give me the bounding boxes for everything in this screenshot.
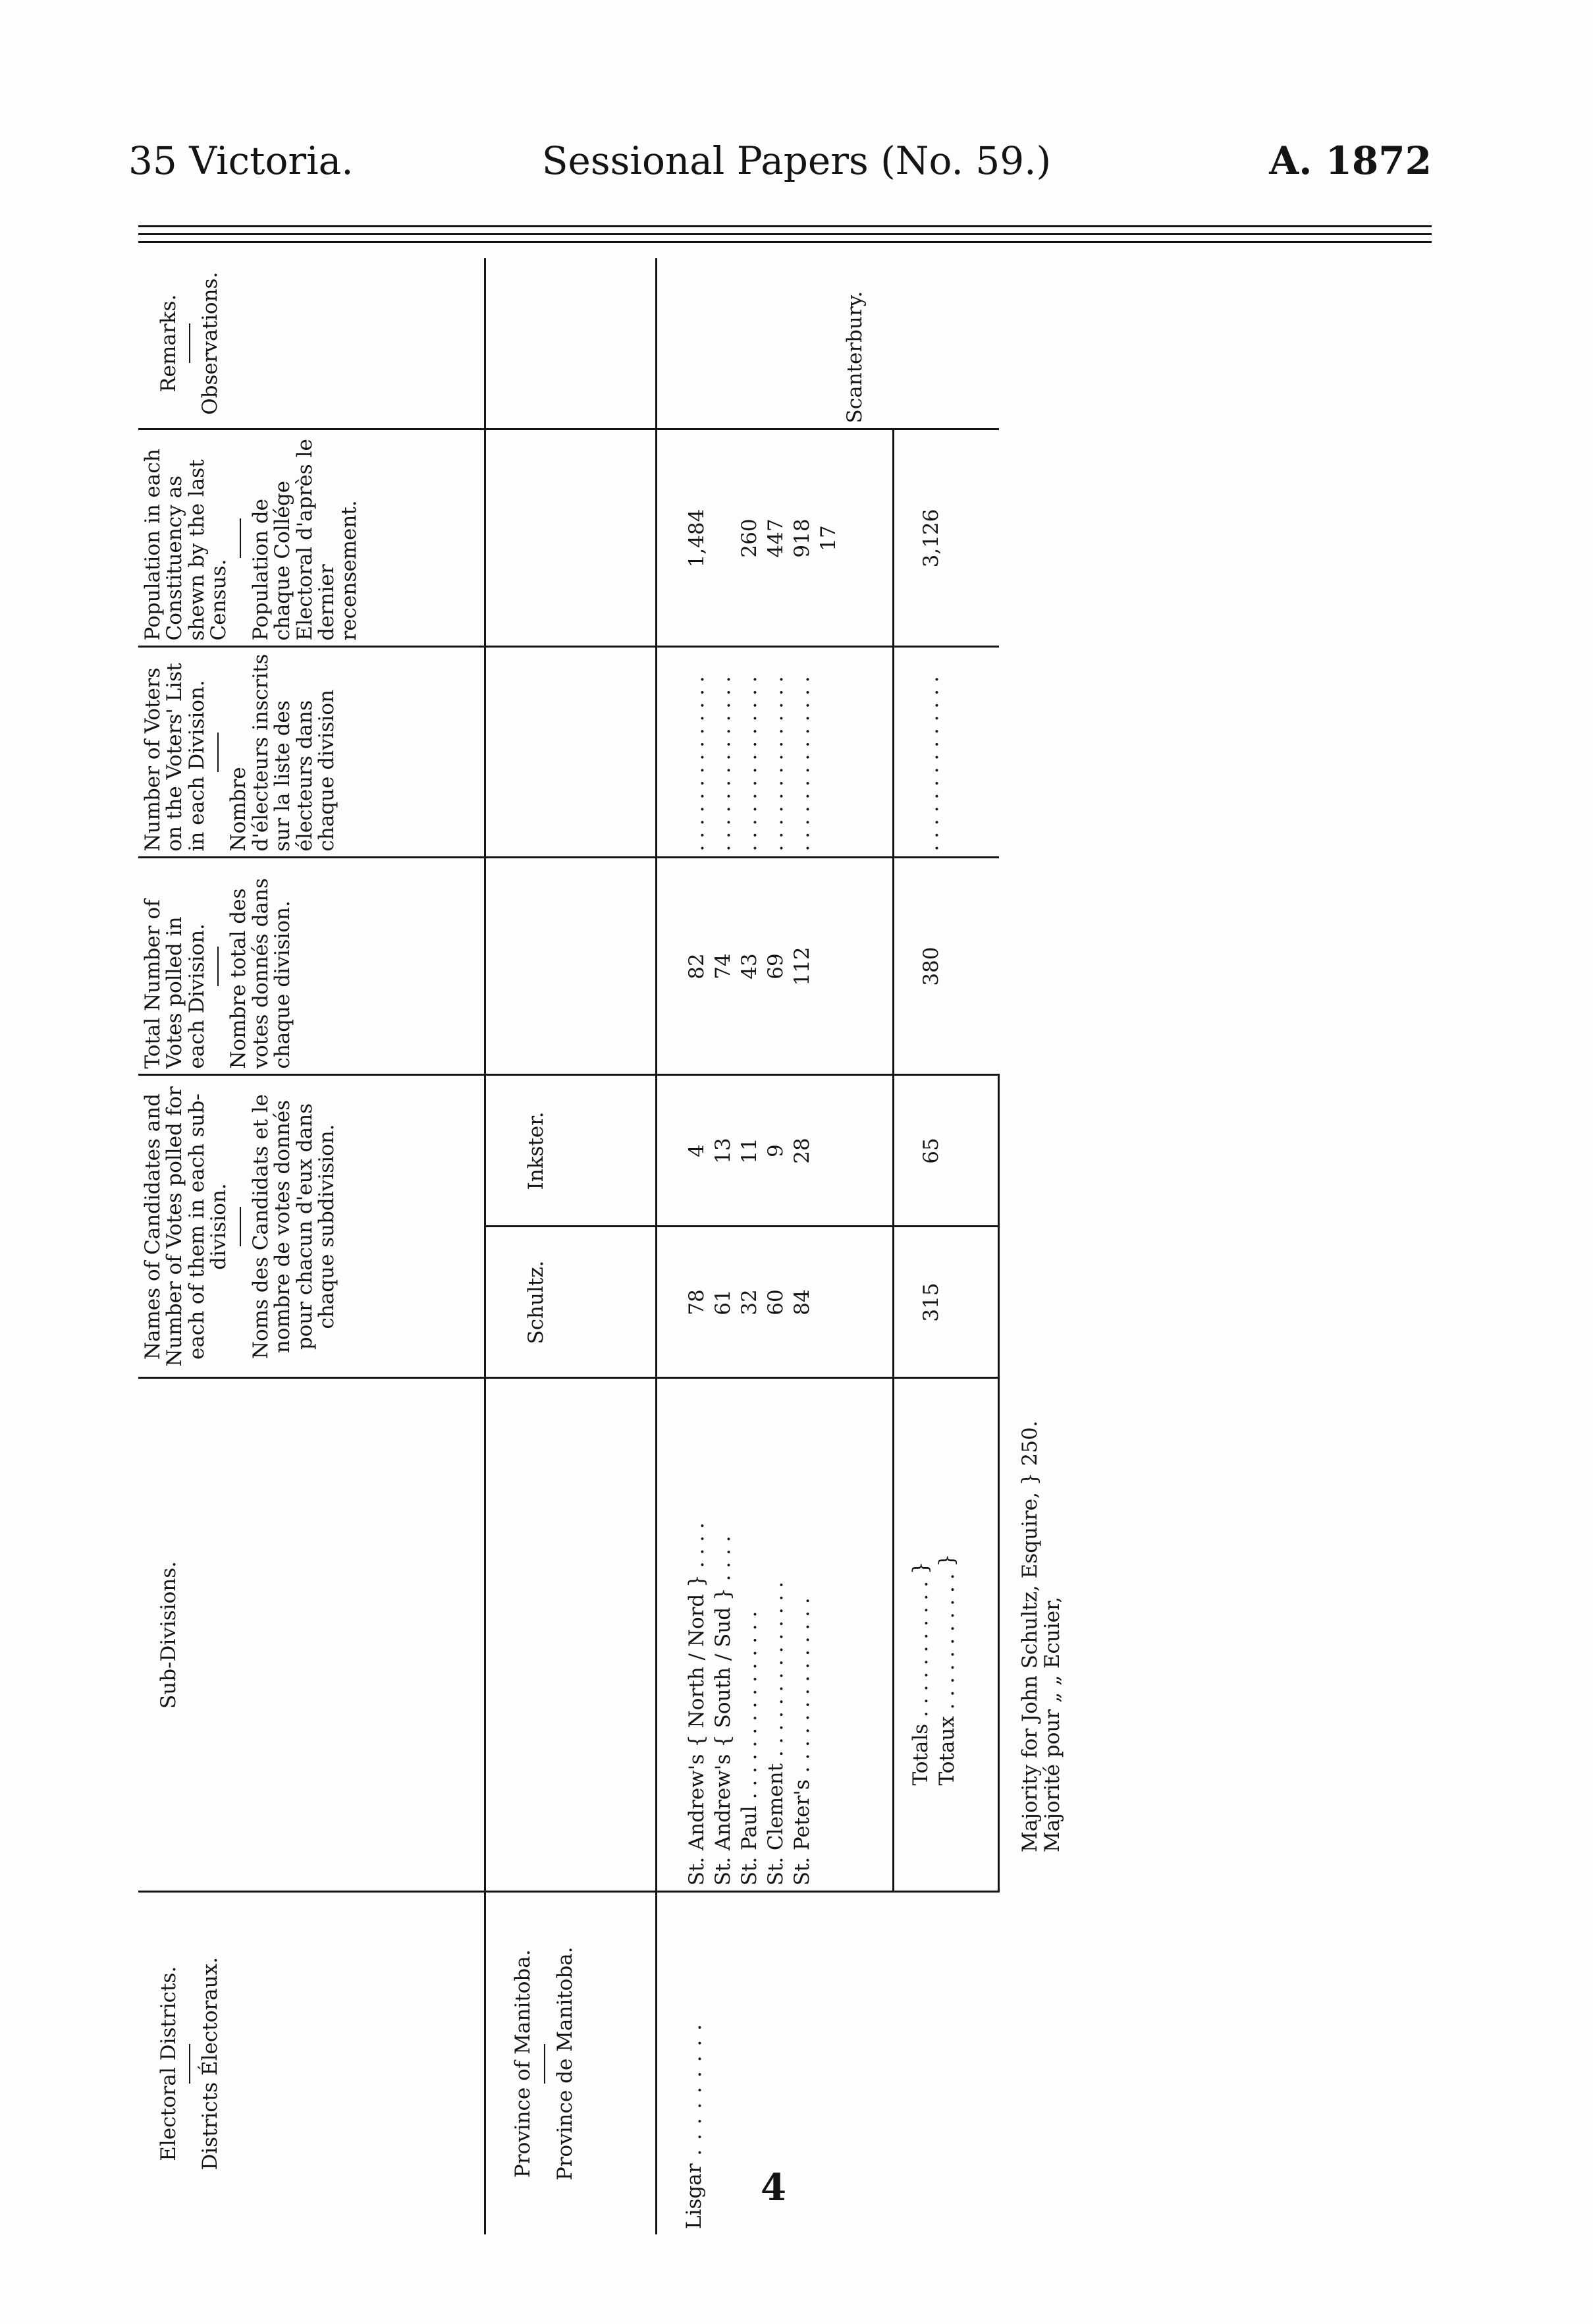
divider (240, 1207, 241, 1246)
totals-voters: . . . . . . . . . . . . . . (894, 647, 999, 858)
st-andrews-population: 1,484 (685, 509, 709, 568)
divider (544, 2044, 545, 2084)
remarks-en: Remarks. (157, 294, 180, 393)
totals-en: Totals (909, 1723, 933, 1786)
majority-cell (999, 1075, 1100, 1892)
population-value: 17 (817, 525, 841, 551)
schultz-vote: 32 (738, 1289, 762, 1315)
header-row (138, 258, 485, 2234)
majority-row (999, 258, 1100, 2234)
leader-dots: . . . . . . . . . (682, 2023, 707, 2164)
brace-en: North (685, 1667, 709, 1729)
header-center: Sessional Papers (No. 59.) (541, 138, 1052, 183)
majority-fr: Majorité pour „ „ Ecuier, (1040, 1596, 1064, 1852)
inkster-vote: 13 (711, 1138, 736, 1164)
sub-division-row: St. Clement . . . . . . . . . . . . . . (764, 1582, 788, 1886)
schultz-vote: 78 (685, 1289, 709, 1315)
schultz-vote: 60 (764, 1289, 788, 1315)
divider (240, 518, 241, 558)
total-vote: 43 (738, 953, 762, 980)
voters-dots: . . . . . . . . . . . . . . (685, 676, 709, 852)
voters-values (657, 647, 894, 858)
sub-division-row: St. Paul . . . . . . . . . . . . . . . (738, 1611, 762, 1886)
population-blank (710, 436, 736, 641)
col-sub-divisions (138, 1378, 485, 1892)
totals-inkster: 65 (894, 1075, 999, 1227)
blank-cell (894, 258, 999, 429)
brace-en: South (711, 1667, 736, 1729)
electoral-districts-en: Electoral Districts. (157, 1966, 180, 2161)
inkster-vote: 11 (738, 1138, 762, 1164)
col-electoral-districts (138, 1892, 485, 2234)
remark-text: Scanterbury. (843, 290, 867, 424)
candidate-inkster-name: Inkster. (485, 1075, 657, 1227)
totals-schultz: 315 (894, 1227, 999, 1378)
blank-cell (894, 1892, 999, 2234)
blank-cell (485, 258, 657, 429)
total-votes-en: Total Number of Votes polled in each Division. (141, 899, 209, 1069)
remarks-values (657, 258, 894, 429)
brace-fr: Sud (711, 1607, 736, 1647)
header-left: 35 Victoria. (128, 138, 354, 183)
col-remarks (138, 258, 485, 429)
sub-division-name: St. Peter's (790, 1779, 815, 1886)
col-voters (138, 647, 485, 858)
population-en: Population in each Constituency as shewn by the last Census. (141, 449, 231, 641)
sub-division-row: St. Peter's . . . . . . . . . . . . . . (790, 1597, 815, 1886)
divider (189, 2044, 190, 2084)
brace-fr: Nord (685, 1593, 709, 1647)
blank-cell (485, 1378, 657, 1892)
district-name: Lisgar (682, 2163, 707, 2229)
voters-dots: . . . . . . . . . . . . . . (711, 676, 736, 852)
inkster-vote: 4 (685, 1144, 709, 1157)
province-fr: Province de Manitoba. (553, 1947, 577, 2181)
header-rule-3 (138, 241, 1432, 243)
electoral-districts-fr: Districts Électoraux. (198, 1957, 223, 2171)
col-total-votes (138, 858, 485, 1075)
blank-cell (485, 429, 657, 647)
sub-division-name: St. Paul (738, 1806, 762, 1886)
blank-cell (485, 858, 657, 1075)
majority-line-1: Majority for John Schultz, Esquire, } 250. (1018, 1420, 1042, 1852)
header-rule-2 (138, 233, 1432, 235)
inkster-votes (657, 1075, 894, 1227)
voters-dots: . . . . . . . . . . . . . . (764, 676, 788, 852)
population-value: 918 (790, 518, 815, 558)
population-value: 260 (738, 518, 762, 558)
subheader-row (485, 258, 657, 2234)
blank-cell (999, 1892, 1100, 2234)
divider (217, 733, 219, 772)
schultz-vote: 61 (711, 1289, 736, 1315)
col-candidates (138, 1075, 485, 1378)
candidates-fr: Noms des Candidats et le nombre de votes donnés pour chacun d'eux dans chaque subdivision. (248, 1093, 339, 1360)
voters-en: Number of Voters on the Voters' List in each Division. (141, 663, 209, 852)
sub-division-name: St. Andrew's (711, 1754, 736, 1886)
sub-division-row: St. Andrew's { South / Sud } . . . . (711, 1536, 736, 1886)
header-rule-1 (138, 225, 1432, 227)
population-value: 447 (764, 518, 788, 558)
sub-division-list (657, 1378, 894, 1892)
totals-total: 380 (894, 858, 999, 1075)
totals-fr: Totaux (935, 1716, 959, 1786)
body-row (657, 258, 894, 2234)
header-right: A. 1872 (1269, 138, 1432, 183)
divider (189, 323, 190, 363)
candidates-en: Names of Candidates and Number of Votes polled for each of them in each sub-division. (141, 1086, 231, 1367)
totals-population: 3,126 (894, 429, 999, 647)
col-population (138, 429, 485, 647)
voters-fr: Nombre d'électeurs inscrits sur la liste des électeurs dans chaque division (227, 653, 339, 852)
schultz-vote: 84 (790, 1289, 815, 1315)
page-mark: 4 (761, 2166, 786, 2209)
total-vote: 82 (685, 953, 709, 980)
inkster-vote: 28 (790, 1138, 815, 1164)
divider (217, 947, 219, 986)
totals-row (894, 258, 999, 2234)
majority-en: Majority for John Schultz, Esquire, (1018, 1492, 1042, 1852)
total-vote: 69 (764, 953, 788, 980)
province-cell (485, 1892, 657, 2234)
sub-divisions-label: Sub-Divisions. (157, 1561, 180, 1709)
blank-cell (485, 647, 657, 858)
candidate-schultz-name: Schultz. (485, 1227, 657, 1378)
province-en: Province of Manitoba. (511, 1949, 535, 2178)
sub-division-name: St. Clement (764, 1763, 788, 1886)
schultz-votes (657, 1227, 894, 1378)
voters-dots: . . . . . . . . . . . . . . (790, 676, 815, 852)
election-return-table (138, 258, 1100, 2234)
majority-value: 250. (1018, 1420, 1042, 1466)
totals-label (894, 1378, 999, 1892)
sub-division-row: St. Andrew's { North / Nord } . . . . (685, 1522, 709, 1886)
population-values (657, 429, 894, 647)
totals-label-fr: Totaux . . . . . . . . . . . } (935, 1553, 959, 1786)
inkster-vote: 9 (764, 1144, 788, 1157)
total-vote: 112 (790, 947, 815, 986)
total-votes-fr: Nombre total des votes donnés dans chaque division. (227, 878, 295, 1069)
totals-label-en: Totals . . . . . . . . . . . } (909, 1561, 933, 1786)
total-vote: 74 (711, 953, 736, 980)
population-fr: Population de chaque Collége Electoral d'après le dernier recensement. (248, 439, 361, 641)
total-votes (657, 858, 894, 1075)
sub-division-name: St. Andrew's (685, 1754, 709, 1886)
voters-dots: . . . . . . . . . . . . . . (738, 676, 762, 852)
remarks-fr: Observations. (198, 271, 223, 415)
blank-cell (999, 258, 1100, 1075)
